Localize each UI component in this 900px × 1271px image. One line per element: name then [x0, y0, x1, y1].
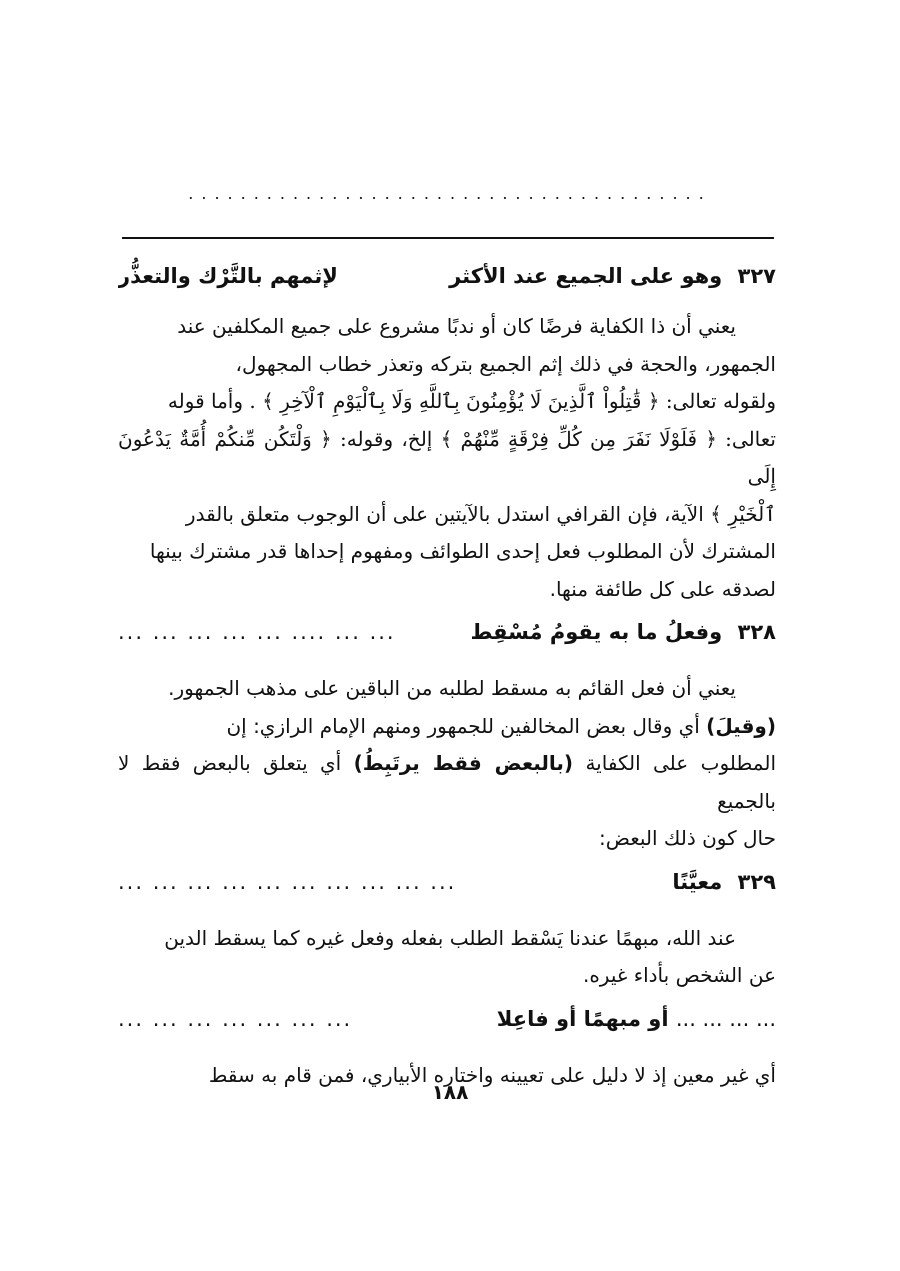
- page-number: ١٨٨: [431, 1080, 469, 1104]
- bold-phrase: (وقيلَ): [706, 713, 776, 738]
- verse-number: ٣٢٩: [737, 869, 776, 894]
- verse-number: ٣٢٨: [737, 620, 776, 644]
- commentary-327: [118, 308, 776, 608]
- verse-text: وفعلُ ما به يقومُ مُسْقِط: [470, 620, 723, 644]
- header-rule: [122, 237, 774, 239]
- text-line: يعني أن فعل القائم به مسقط لطلبه من الباقين على مذهب الجمهور.: [168, 676, 736, 700]
- text-line-quran: تعالى: ﴿ فَلَوْلَا نَفَرَ مِن كُلِّ فِرْقَةٍ مِّنْهُمْ ﴾ إلخ، وقوله: ﴿ وَلْتَكُن مِّنكُمْ أُمَّةٌ يَدْعُونَ إِلَى: [118, 426, 776, 488]
- verse-text: أو مبهمًا أو فاعِلا: [496, 1006, 669, 1031]
- bold-phrase: (بالبعض فقط يرتَبِطُ): [353, 751, 574, 775]
- verse-329: [118, 858, 776, 906]
- text-line: حال كون ذلك البعض:: [598, 826, 776, 850]
- text-line: المشترك لأن المطلوب فعل إحدى الطوائف ومفهوم إحداها قدر مشترك بينها: [149, 539, 776, 563]
- text-line: عند الله، مبهمًا عندنا يَسْقط الطلب بفعله وفعل غيره كما يسقط الدين: [164, 925, 736, 950]
- text-line: لصدقه على كل طائفة منها.: [549, 576, 776, 601]
- text-line: المطلوب على الكفاية (بالبعض فقط يرتَبِطُ) أي يتعلق بالبعض فقط لا بالجميع: [118, 751, 777, 813]
- verse-number: ٣٢٧: [737, 264, 776, 288]
- verse-leader: ... ... .... ... ... ... ... ...: [118, 620, 396, 644]
- text-line: ٱلْخَيْرِ ﴾ الآية، فإن القرافي استدل بالآيتين على أن الوجوب متعلق بالقدر: [185, 501, 776, 526]
- text-line: أي غير معين إذ لا دليل على تعيينه واختاره الأبياري، فمن قام به سقط: [208, 1062, 776, 1087]
- text-line: يعني أن ذا الكفاية فرضًا كان أو ندبًا مشروع على جميع المكلفين عند: [177, 314, 736, 338]
- text-line: الجمهور، والحجة في ذلك إثم الجميع بتركه وتعذر خطاب المجهول،: [235, 351, 776, 376]
- text-line-quran: ولقوله تعالى: ﴿ قَٰتِلُواْ ٱلَّذِينَ لَا يُؤْمِنُونَ بِٱللَّهِ وَلَا بِٱلْيَوْمِ ٱلْآخِرِ ﴾ . وأما قوله: [167, 389, 776, 413]
- separator-dots: ........................................: [188, 188, 712, 200]
- verse-328: [118, 608, 776, 656]
- commentary-329: [118, 920, 776, 995]
- text-line: (وقيلَ) أي وقال بعض المخالفين للجمهور ومنهم الإمام الرازي: إن: [226, 713, 776, 738]
- verse-329b: [118, 995, 776, 1043]
- verse-327: [118, 252, 776, 300]
- text-line: عن الشخص بأداء غيره.: [582, 963, 776, 987]
- verse-first-half: وهو على الجميع عند الأكثر: [449, 264, 723, 288]
- verse-leader: ... ... ... ... ... ... ...: [118, 1006, 353, 1031]
- page-content: [118, 252, 776, 1094]
- verse-leader: ... ... ... ...: [675, 1006, 776, 1031]
- verse-327-first: [449, 252, 776, 300]
- verse-text: معيَّنًا: [672, 869, 723, 894]
- verse-leader: ... ... ... ... ... ... ... ... ... ...: [118, 869, 457, 894]
- commentary-328: [118, 670, 776, 858]
- verse-second-half: لإثمهم بالتَّرْك والتعذُّر: [118, 264, 338, 288]
